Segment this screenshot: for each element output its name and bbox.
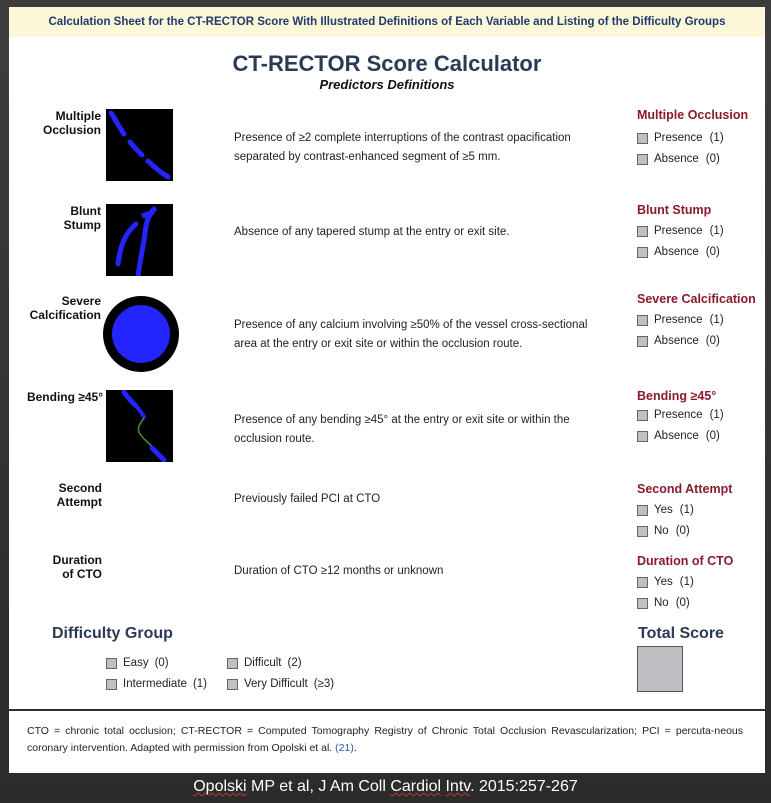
difficulty-option-intermediate[interactable] <box>106 678 207 690</box>
citation-author: Opolski <box>193 778 247 795</box>
checkbox[interactable] <box>106 658 117 669</box>
citation-year-pages: . 2015:257-267 <box>470 778 578 795</box>
multiple-occlusion-svg <box>106 109 173 181</box>
predictor-label-line: Blunt <box>70 204 101 218</box>
option-label: Absence <box>654 153 699 165</box>
option-presence[interactable] <box>637 221 765 242</box>
predictor-label-line: Duration <box>52 553 102 567</box>
option-value: (1) <box>709 225 724 237</box>
citation-journal-abbrev: Intv <box>445 778 471 795</box>
option-no[interactable] <box>637 521 765 542</box>
option-value: (1) <box>192 678 207 690</box>
option-value: (1) <box>679 576 694 588</box>
description-line: Presence of any calcium involving ≥50% of the vessel cross-sectional <box>234 319 588 331</box>
option-absence[interactable] <box>637 331 765 352</box>
option-value: (2) <box>287 657 302 669</box>
predictor-description <box>234 316 609 354</box>
total-score-title: Total Score <box>638 625 724 642</box>
citation-journal-word: Cardiol <box>390 778 442 795</box>
option-value: (0) <box>154 657 169 669</box>
checkbox[interactable] <box>637 226 648 237</box>
option-value: (0) <box>675 525 690 537</box>
predictor-label <box>0 109 101 137</box>
option-label: Presence <box>654 409 703 421</box>
option-value: (≥3) <box>313 678 335 690</box>
option-label: Absence <box>654 430 699 442</box>
description-line: Previously failed PCI at CTO <box>234 493 381 505</box>
bending-svg <box>106 390 173 462</box>
predictor-description <box>234 223 609 242</box>
option-label: Presence <box>654 132 703 144</box>
severe-calcification-svg <box>101 294 181 374</box>
option-title: Severe Calcification <box>637 292 756 306</box>
predictor-description <box>234 490 609 509</box>
option-value: (0) <box>675 597 690 609</box>
checkbox[interactable] <box>637 598 648 609</box>
option-label: Yes <box>654 504 673 516</box>
option-group-second-attempt <box>637 481 765 542</box>
page-title: CT-RECTOR Score Calculator <box>232 51 542 76</box>
option-presence[interactable] <box>637 310 765 331</box>
description-line: separated by contrast-enhanced segment of ≥5 mm. <box>234 151 501 163</box>
predictor-description <box>234 411 609 449</box>
blunt-stump-svg <box>106 204 173 276</box>
predictor-label-line: Attempt <box>56 495 102 509</box>
predictor-description <box>234 129 609 167</box>
checkbox[interactable] <box>637 133 648 144</box>
predictor-label-line: of CTO <box>62 567 102 581</box>
checkbox[interactable] <box>637 154 648 165</box>
footnote-end: . <box>353 742 357 754</box>
footnote-text: CTO = chronic total occlusion; CT-RECTOR = Computed Tomography Registry of Chronic Total Occlusion Revascularization; PCI = percuta-neous coronary intervention. Adapted with permission from Opolski et al. <box>27 725 743 754</box>
checkbox[interactable] <box>637 336 648 347</box>
checkbox[interactable] <box>637 526 648 537</box>
description-line: Duration of CTO ≥12 months or unknown <box>234 565 444 577</box>
checkbox[interactable] <box>637 505 648 516</box>
predictor-label-line: Second <box>58 481 102 495</box>
checkbox[interactable] <box>637 247 648 258</box>
citation <box>0 778 771 796</box>
checkbox[interactable] <box>227 679 238 690</box>
predictor-label <box>0 294 101 322</box>
option-value: (1) <box>679 504 694 516</box>
blunt-stump-illustration <box>106 204 173 276</box>
description-line: Absence of any tapered stump at the entry or exit site. <box>234 226 510 238</box>
footnote <box>27 723 743 757</box>
predictor-description <box>234 562 609 581</box>
bending-illustration <box>106 390 173 462</box>
severe-calcification-illustration <box>101 294 181 374</box>
checkbox[interactable] <box>637 315 648 326</box>
option-value: (0) <box>705 335 720 347</box>
option-value: (0) <box>705 430 720 442</box>
option-label: Easy <box>123 657 149 669</box>
predictor-label <box>0 390 103 404</box>
predictor-label-line: Bending ≥45° <box>26 390 103 404</box>
predictor-label <box>0 481 102 509</box>
option-group-multiple-occlusion <box>637 107 765 170</box>
option-presence[interactable] <box>637 128 765 149</box>
option-value: (1) <box>709 409 724 421</box>
difficulty-option-very-difficult[interactable] <box>227 678 334 690</box>
option-title: Bending ≥45° <box>637 389 717 403</box>
multiple-occlusion-illustration <box>106 109 173 181</box>
citation-text: MP et al, J Am Coll <box>246 778 391 795</box>
predictor-label <box>0 204 101 232</box>
difficulty-option-easy[interactable] <box>106 657 169 669</box>
checkbox[interactable] <box>106 679 117 690</box>
option-yes[interactable] <box>637 500 765 521</box>
option-absence[interactable] <box>637 149 765 170</box>
option-absence[interactable] <box>637 426 765 447</box>
option-group-duration <box>637 553 765 614</box>
checkbox[interactable] <box>227 658 238 669</box>
calculation-sheet <box>9 7 765 773</box>
option-label: Absence <box>654 335 699 347</box>
option-label: Presence <box>654 314 703 326</box>
option-group-severe-calcification <box>637 291 765 352</box>
option-label: Intermediate <box>123 678 187 690</box>
description-line: Presence of ≥2 complete interruptions of the contrast opacification <box>234 132 571 144</box>
predictor-label <box>0 553 102 581</box>
option-label: Yes <box>654 576 673 588</box>
difficulty-group-title: Difficulty Group <box>52 625 173 642</box>
option-label: Very Difficult <box>244 678 308 690</box>
option-label: Difficult <box>244 657 282 669</box>
option-presence[interactable] <box>637 405 765 426</box>
total-score-box[interactable] <box>637 646 683 692</box>
description-line: occlusion route. <box>234 433 315 445</box>
banner: Calculation Sheet for the CT-RECTOR Score With Illustrated Definitions of Each Variable and Listing of the Difficulty Groups <box>9 7 765 37</box>
option-group-bending <box>637 388 765 447</box>
difficulty-option-difficult[interactable] <box>227 657 302 669</box>
option-title: Multiple Occlusion <box>637 108 749 122</box>
checkbox[interactable] <box>637 431 648 442</box>
predictor-label-line: Severe <box>61 294 101 308</box>
option-value: (0) <box>705 246 720 258</box>
option-label: No <box>654 597 669 609</box>
checkbox[interactable] <box>637 577 648 588</box>
option-no[interactable] <box>637 593 765 614</box>
footnote-reference-link[interactable]: (21) <box>335 742 354 754</box>
option-group-blunt-stump <box>637 202 765 263</box>
description-line: Presence of any bending ≥45° at the entry or exit site or within the <box>234 414 570 426</box>
option-absence[interactable] <box>637 242 765 263</box>
option-title: Blunt Stump <box>637 203 712 217</box>
predictor-label-line: Multiple <box>55 109 101 123</box>
option-title: Second Attempt <box>637 482 733 496</box>
option-label: No <box>654 525 669 537</box>
option-yes[interactable] <box>637 572 765 593</box>
predictor-label-line: Occlusion <box>42 123 101 137</box>
option-title: Duration of CTO <box>637 554 734 568</box>
option-label: Absence <box>654 246 699 258</box>
option-label: Presence <box>654 225 703 237</box>
predictor-label-line: Stump <box>63 218 101 232</box>
option-value: (1) <box>709 132 724 144</box>
option-value: (1) <box>709 314 724 326</box>
predictor-label-line: Calcification <box>29 308 101 322</box>
option-value: (0) <box>705 153 720 165</box>
page-subtitle: Predictors Definitions <box>319 77 455 92</box>
checkbox[interactable] <box>637 410 648 421</box>
description-line: area at the entry or exit site or within the occlusion route. <box>234 338 523 350</box>
divider <box>9 709 765 711</box>
